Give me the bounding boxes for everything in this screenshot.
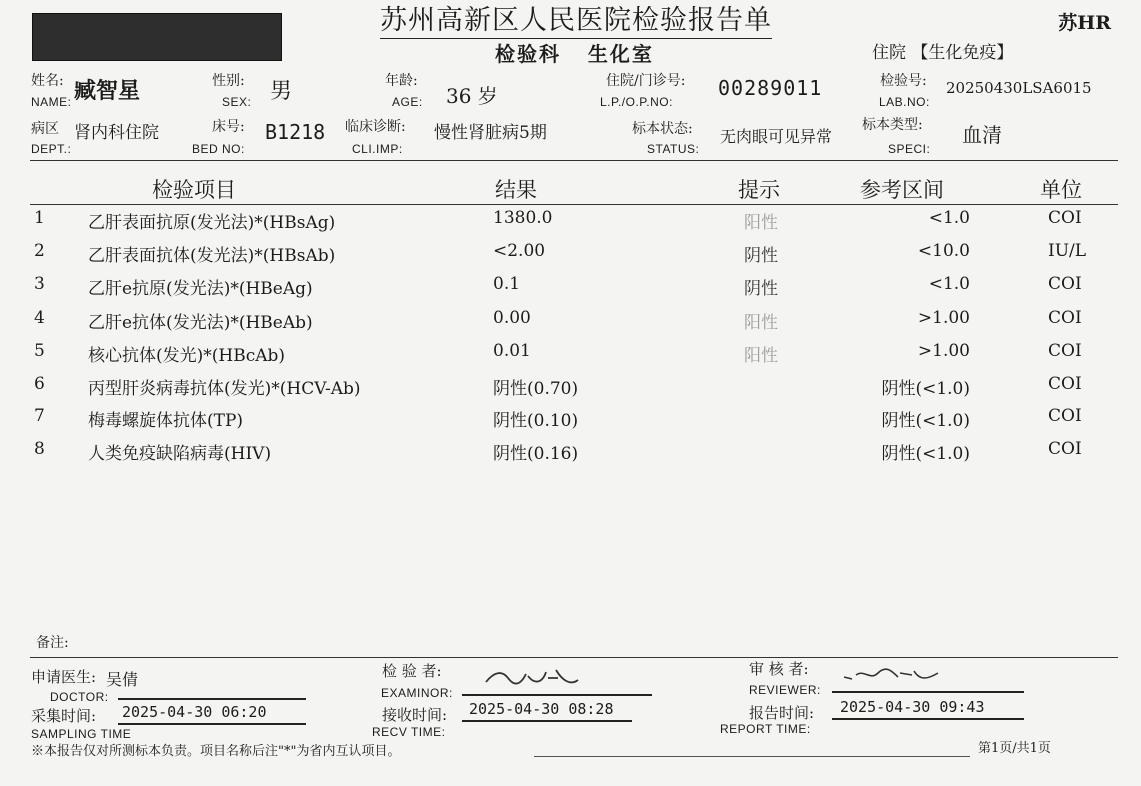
report-time: 2025-04-30 09:43 — [840, 698, 985, 716]
reviewer-label-en: REVIEWER: — [749, 683, 821, 697]
row-result: <2.00 — [493, 241, 546, 261]
diagnosis-label-en: CLI.IMP: — [352, 142, 403, 156]
table-header-divider — [30, 204, 1118, 205]
row-unit: COI — [1048, 406, 1082, 426]
patient-sex: 男 — [270, 79, 293, 104]
report-note: ※本报告仅对所测标本负责。项目名称后注"*"为省内互认项目。 — [31, 744, 401, 759]
header-divider — [30, 160, 1118, 161]
page-number: 第1页/共1页 — [978, 741, 1051, 756]
row-item-name: 乙肝表面抗体(发光法)*(HBsAb) — [88, 246, 336, 266]
department-title — [495, 38, 654, 67]
reviewer-underline — [832, 691, 1024, 693]
diagnosis: 慢性肾脏病5期 — [434, 123, 547, 143]
specimen-label-en: SPECI: — [888, 142, 931, 156]
row-result: 阴性(0.10) — [493, 411, 579, 431]
lab-room: 生化室 — [587, 42, 654, 66]
doctor-name: 吴倩 — [106, 670, 139, 689]
row-index: 5 — [34, 341, 45, 361]
row-item-name: 乙肝e抗原(发光法)*(HBeAg) — [88, 279, 313, 299]
col-ref-header: 参考区间 — [860, 178, 944, 202]
row-index: 6 — [34, 374, 45, 394]
status-label-en: STATUS: — [647, 142, 700, 156]
row-item-name: 乙肝e抗体(发光法)*(HBeAb) — [88, 313, 313, 333]
row-hint: 阳性 — [744, 346, 778, 366]
name-label: 姓名: — [31, 73, 64, 89]
sex-label-en: SEX: — [222, 95, 252, 109]
row-hint: 阳性 — [744, 313, 778, 333]
row-reference: >1.00 — [917, 341, 970, 361]
row-result: 0.1 — [493, 274, 521, 294]
row-item-name: 乙肝表面抗原(发光法)*(HBsAg) — [88, 213, 336, 233]
row-index: 1 — [34, 208, 45, 228]
specimen-type: 血清 — [962, 123, 1002, 147]
sampling-time: 2025-04-30 06:20 — [122, 703, 267, 721]
bed-label-en: BED NO: — [192, 142, 245, 156]
row-item-name: 核心抗体(发光)*(HBcAb) — [88, 346, 286, 366]
specimen-label: 标本类型: — [862, 117, 923, 133]
status-label: 标本状态: — [632, 121, 693, 137]
doctor-label: 申请医生: — [31, 668, 97, 686]
row-result: 0.00 — [493, 308, 531, 328]
lab-label-en: LAB.NO: — [879, 95, 930, 109]
note-underline — [534, 756, 970, 757]
col-unit-header: 单位 — [1040, 178, 1082, 202]
col-result-header: 结果 — [495, 178, 537, 202]
bed-number: B1218 — [265, 120, 326, 144]
report-label-en: REPORT TIME: — [720, 722, 811, 736]
row-index: 7 — [34, 406, 45, 426]
examinor-label-en: EXAMINOR: — [381, 686, 453, 700]
op-label-en: L.P./O.P.NO: — [600, 95, 673, 109]
row-unit: COI — [1048, 274, 1082, 294]
row-index: 4 — [34, 308, 45, 328]
hospital-code: 苏HR — [1058, 12, 1111, 34]
op-label: 住院/门诊号: — [606, 73, 686, 89]
col-hint-header: 提示 — [738, 178, 780, 202]
recv-label: 接收时间: — [382, 706, 448, 724]
examinor-signature — [482, 664, 582, 694]
patient-dept: 肾内科住院 — [74, 123, 159, 143]
col-item-header: 检验项目 — [152, 178, 236, 202]
ward-type: 住院 【生化免疫】 — [872, 43, 1014, 63]
row-index: 8 — [34, 439, 45, 459]
row-unit: COI — [1048, 341, 1082, 361]
row-result: 0.01 — [493, 341, 531, 361]
sampling-label: 采集时间: — [31, 707, 97, 725]
row-result: 1380.0 — [493, 208, 553, 228]
dept-label: 病区 — [31, 121, 59, 137]
row-reference: >1.00 — [917, 308, 970, 328]
doctor-underline — [118, 698, 306, 700]
row-item-name: 梅毒螺旋体抗体(TP) — [88, 411, 244, 431]
row-hint: 阳性 — [744, 213, 778, 233]
row-hint: 阴性 — [744, 279, 778, 299]
row-index: 3 — [34, 274, 45, 294]
age-label: 年龄: — [385, 73, 418, 89]
table-row — [30, 241, 1110, 274]
report-title: 苏州高新区人民医院检验报告单 — [380, 4, 772, 39]
row-reference: 阴性(<1.0) — [881, 379, 970, 399]
examinor-label: 检 验 者: — [382, 662, 442, 680]
table-row — [30, 308, 1110, 341]
recv-time: 2025-04-30 08:28 — [469, 700, 614, 718]
reviewer-label: 审 核 者: — [749, 660, 809, 678]
row-reference: 阴性(<1.0) — [881, 411, 970, 431]
examinor-underline — [462, 694, 652, 696]
table-row — [30, 341, 1110, 374]
name-label-en: NAME: — [31, 95, 72, 109]
table-row — [30, 374, 1110, 407]
sex-label: 性别: — [212, 73, 245, 89]
row-unit: COI — [1048, 439, 1082, 459]
row-unit: IU/L — [1048, 241, 1087, 261]
patient-age: 36 岁 — [446, 84, 498, 108]
age-label-en: AGE: — [392, 95, 423, 109]
row-result: 阴性(0.16) — [493, 444, 579, 464]
dept-label-en: DEPT.: — [31, 142, 72, 156]
sampling-label-en: SAMPLING TIME — [31, 727, 132, 741]
sampling-underline — [118, 723, 306, 725]
department: 检验科 — [495, 42, 561, 66]
row-reference: <1.0 — [928, 274, 970, 294]
op-number: 00289011 — [718, 76, 823, 100]
bed-label: 床号: — [212, 119, 245, 135]
row-unit: COI — [1048, 374, 1082, 394]
row-result: 阴性(0.70) — [493, 379, 579, 399]
lab-number: 20250430LSA6015 — [946, 79, 1092, 97]
remarks-label: 备注: — [36, 635, 69, 651]
redacted-barcode — [32, 13, 282, 61]
row-reference: <1.0 — [928, 208, 970, 228]
row-reference: 阴性(<1.0) — [881, 444, 970, 464]
row-reference: <10.0 — [917, 241, 970, 261]
row-index: 2 — [34, 241, 45, 261]
reviewer-signature — [842, 665, 942, 691]
table-row — [30, 274, 1110, 307]
lab-label: 检验号: — [880, 73, 927, 89]
recv-label-en: RECV TIME: — [372, 725, 446, 739]
row-hint: 阴性 — [744, 246, 778, 266]
row-item-name: 丙型肝炎病毒抗体(发光)*(HCV-Ab) — [88, 379, 361, 399]
table-row — [30, 439, 1110, 472]
row-unit: COI — [1048, 208, 1082, 228]
doctor-label-en: DOCTOR: — [50, 690, 109, 704]
recv-underline — [462, 720, 632, 722]
row-unit: COI — [1048, 308, 1082, 328]
patient-name: 臧智星 — [74, 78, 141, 104]
diagnosis-label: 临床诊断: — [345, 119, 406, 135]
specimen-status: 无肉眼可见异常 — [720, 127, 833, 146]
report-label: 报告时间: — [749, 704, 815, 722]
table-row — [30, 406, 1110, 439]
footer-divider — [30, 657, 1118, 658]
row-item-name: 人类免疫缺陷病毒(HIV) — [88, 444, 272, 464]
table-row — [30, 208, 1110, 241]
report-underline — [832, 718, 1024, 720]
